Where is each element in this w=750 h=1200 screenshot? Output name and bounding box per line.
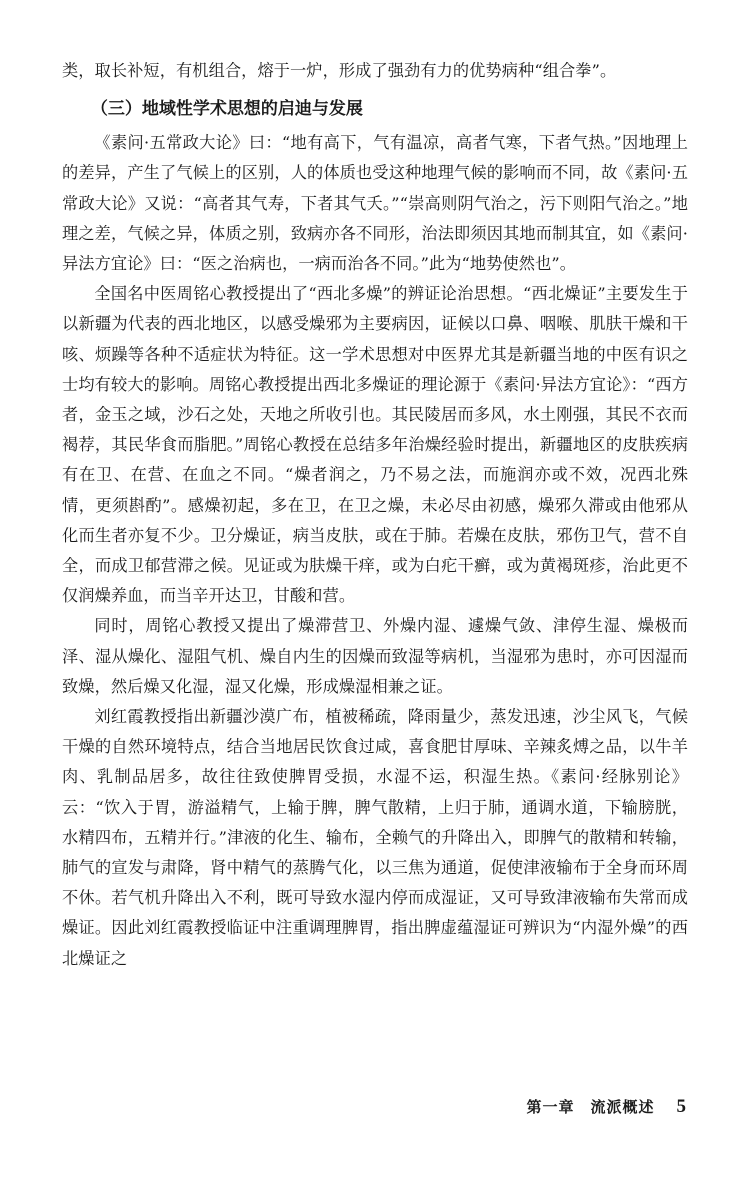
page-number: 5 — [676, 1096, 686, 1117]
running-footer-chapter: 第一章 流派概述 — [526, 1098, 655, 1116]
paragraph-liu-hongxia: 刘红霞教授指出新疆沙漠广布，植被稀疏，降雨量少，蒸发迅速，沙尘风飞，气候干燥的自然环境特点，结合当地居民饮食过咸，喜食肥甘厚味、辛辣炙煿之品，以牛羊肉、乳制品居多，故往往致使脾胃受损，水湿不运，积湿生热。《素问·经脉别论》云：“饮入于胃，游溢精气，上输于脾，脾气散精，上归于肺，通调水道，下输膀胱，水精四布，五精并行。”津液的化生、输布，全赖气的升降出入，即脾气的散精和转输，肺气的宣发与肃降，肾中精气的蒸腾气化，以三焦为通道，促使津液输布于全身而环周不休。若气机升降出入不利，既可导致水湿内停而成湿证，又可导致津液输布失常而成燥证。因此刘红霞教授临证中注重调理脾胃，指出脾虚蕴湿证可辨识为“内湿外燥”的西北燥证之 — [62, 707, 688, 968]
section-heading: （三）地域性学术思想的启迪与发展 — [90, 99, 363, 120]
paragraph-suwen-quote: 《素问·五常政大论》曰：“地有高下，气有温凉，高者气寒，下者气热。”因地理上的差异，产生了气候上的区别，人的体质也受这种地理气候的影响而不同，故《素问·五常政大论》又说：“高者其气寿，下者其气夭。”“崇高则阴气治之，污下则阳气治之。”地理之差，气候之异，体质之别，致病亦各不同形，治法即须因其地而制其宜，如《素问·异法方宜论》曰：“医之治病也，一病而治各不同。”此为“地势使然也”。 — [62, 133, 688, 274]
paragraph-pathogenesis: 同时，周铭心教授又提出了燥滞营卫、外燥内湿、遽燥气敛、津停生湿、燥极而泽、湿从燥化、湿阻气机、燥自内生的因燥而致湿等病机，当湿邪为患时，亦可因湿而致燥，然后燥又化湿，湿又化燥，形成燥湿相兼之证。 — [62, 616, 688, 696]
page-footer — [526, 1096, 686, 1118]
paragraph-continuation: 类，取长补短，有机组合，熔于一炉，形成了强劲有力的优势病种“组合拳”。 — [62, 61, 617, 80]
paragraph-zhou-mingxin: 全国名中医周铭心教授提出了“西北多燥”的辨证论治思想。“西北燥证”主要发生于以新疆为代表的西北地区，以感受燥邪为主要病因，证候以口鼻、咽喉、肌肤干燥和干咳、烦躁等各种不适症状为特征。这一学术思想对中医界尤其是新疆当地的中医有识之士均有较大的影响。周铭心教授提出西北多燥证的理论源于《素问·异法方宜论》：“西方者，金玉之域，沙石之处，天地之所收引也。其民陵居而多风，水土刚强，其民不衣而褐荐，其民华食而脂肥。”周铭心教授在总结多年治燥经验时提出，新疆地区的皮肤疾病有在卫、在营、在血之不同。“燥者润之，乃不易之法，而施润亦或不效，况西北殊情，更须斟酌”。感燥初起，多在卫，在卫之燥，未必尽由初感，燥邪久滞或由他邪从化而生者亦复不少。卫分燥证，病当皮肤，或在于肺。若燥在皮肤，邪伤卫气，营不自全，而成卫郁营滞之候。见证或为肤燥干痒，或为白疕干癣，或为黄褐斑疹，治此更不仅润燥养血，而当辛开达卫，甘酸和营。 — [62, 284, 688, 606]
page-body — [62, 56, 688, 974]
